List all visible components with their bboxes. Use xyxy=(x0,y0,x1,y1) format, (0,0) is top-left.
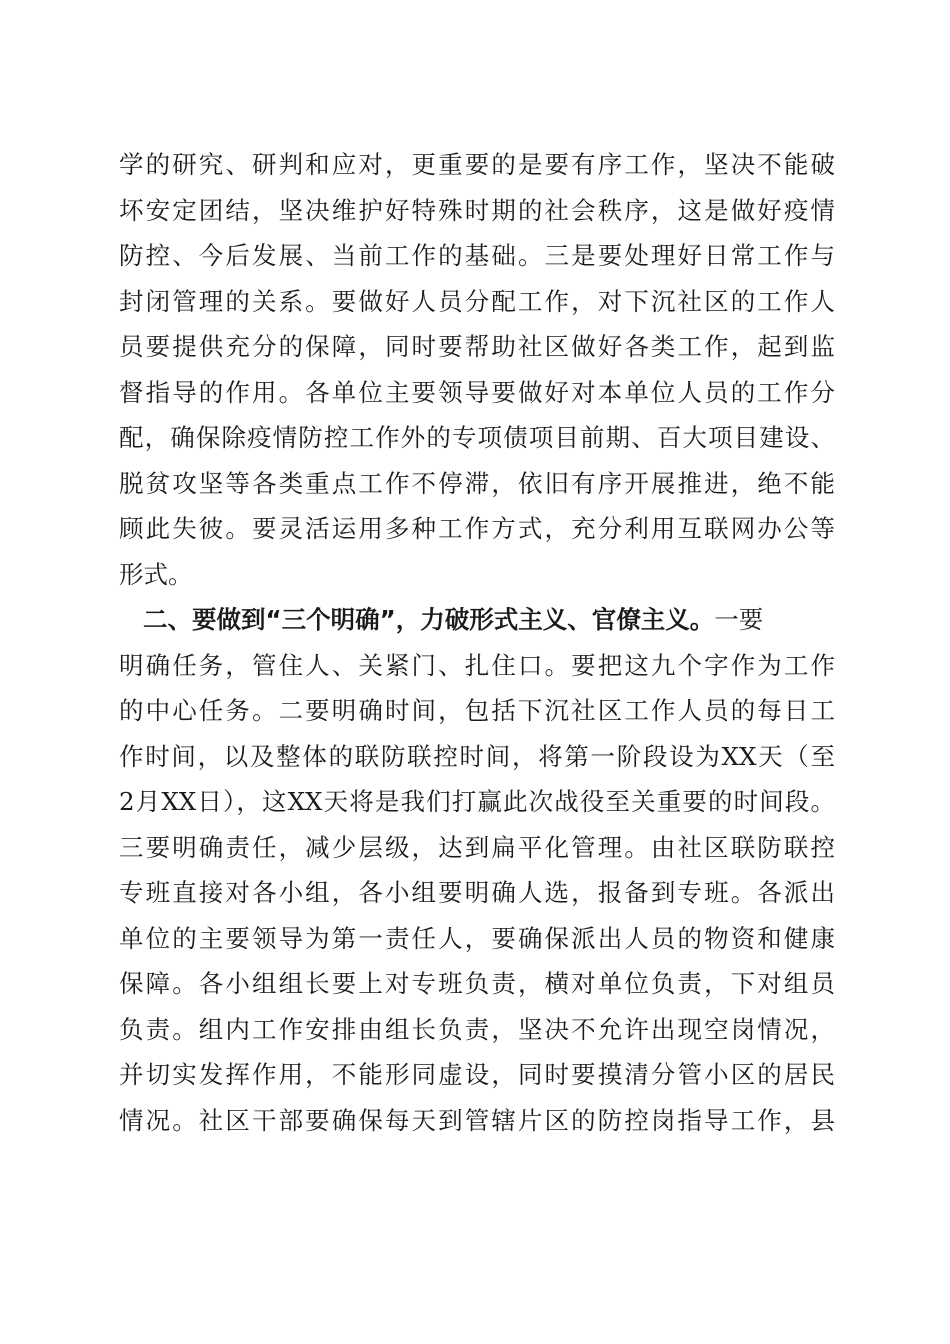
text-line: 负责。组内工作安排由组长负责，坚决不允许出现空岗情况， xyxy=(119,1014,835,1044)
text-line: 督指导的作用。各单位主要领导要做好对本单位人员的工作分 xyxy=(119,377,835,407)
text-line: 单位的主要领导为第一责任人，要确保派出人员的物资和健康 xyxy=(119,923,835,953)
text-line: 学的研究、研判和应对，更重要的是要有序工作，坚决不能破 xyxy=(119,150,835,179)
text-line: 封闭管理的关系。要做好人员分配工作，对下沉社区的工作人 xyxy=(119,286,835,316)
text-line: 形式。 xyxy=(119,559,193,589)
section-heading-line xyxy=(119,597,835,643)
text-line: 专班直接对各小组，各小组要明确人选，报备到专班。各派出 xyxy=(119,878,835,907)
text-line: 防控、今后发展、当前工作的基础。三是要处理好日常工作与 xyxy=(119,241,835,270)
text-line: 脱贫攻坚等各类重点工作不停滞，依旧有序开展推进，绝不能 xyxy=(119,468,835,498)
text-line: 2月XX日），这XX天将是我们打赢此次战役至关重要的时间段。 xyxy=(119,787,835,816)
text-line: 顾此失彼。要灵活运用多种工作方式，充分利用互联网办公等 xyxy=(119,514,835,543)
section-heading: 二、要做到“三个明确”，力破形式主义、官僚主义。 xyxy=(143,605,715,634)
text-line: 保障。各小组组长要上对专班负责，横对单位负责，下对组员 xyxy=(119,969,835,998)
body-text xyxy=(119,142,835,1143)
text-line: 明确任务，管住人、关紧门、扎住口。要把这九个字作为工作 xyxy=(119,650,835,680)
text-line: 三要明确责任，减少层级，达到扁平化管理。由社区联防联控 xyxy=(119,832,835,862)
text-line: 情况。社区干部要确保每天到管辖片区的防控岗指导工作，县 xyxy=(119,1105,835,1135)
text-line: 员要提供充分的保障，同时要帮助社区做好各类工作，起到监 xyxy=(119,332,835,361)
text-line: 的中心任务。二要明确时间，包括下沉社区工作人员的每日工 xyxy=(119,696,835,725)
text-line: 作时间，以及整体的联防联控时间，将第一阶段设为XX天（至 xyxy=(119,741,835,771)
text-line: 并切实发挥作用，不能形同虚设，同时要摸清分管小区的居民 xyxy=(119,1060,835,1089)
section-heading-tail: 一要 xyxy=(714,605,764,634)
text-line: 配，确保除疫情防控工作外的专项债项目前期、百大项目建设、 xyxy=(119,423,835,452)
text-line: 坏安定团结，坚决维护好特殊时期的社会秩序，这是做好疫情 xyxy=(119,195,835,225)
